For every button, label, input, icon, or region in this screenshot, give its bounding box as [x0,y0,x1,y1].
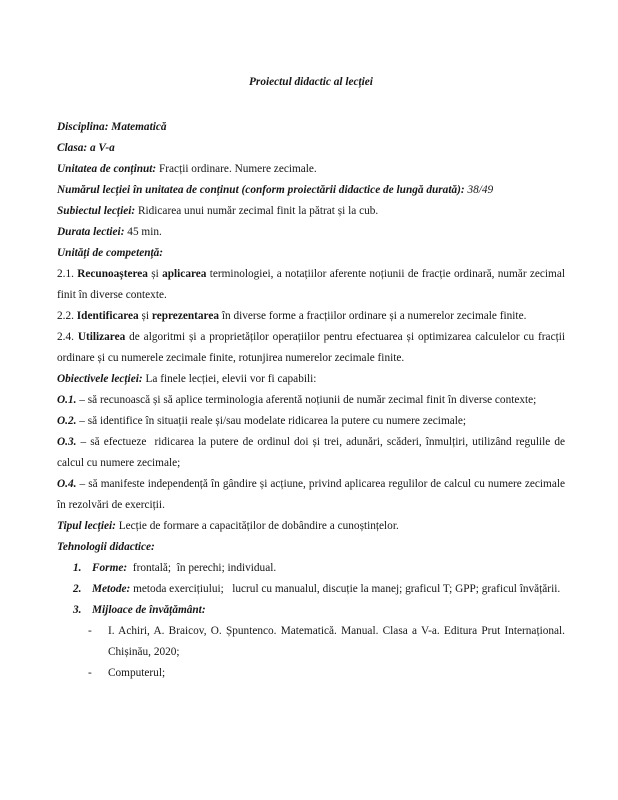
page-title: Proiectul didactic al lecției [249,76,373,88]
text-run: metoda exercițiului; lucrul cu manualul, discuție la manej; graficul T; GPP; graficul învățării. [130,583,561,595]
text-run: Mijloace de învățământ: [92,604,206,616]
text-run: – să efectueze ridicarea la putere de ordinul doi și trei, adunări, scăderi, înmulțiri, utilizând regulile de calcul cu numere zecimale; [57,436,565,469]
text-run: în diverse forme a fracțiilor ordinare și a numerelor zecimale finite. [219,310,527,322]
text-run: Forme: [92,562,128,574]
text-run: O.1. [57,394,77,406]
text-run: Tipul lecției: [57,520,116,532]
paragraph-clasa [57,138,565,159]
paragraph-subiectul-lectiei [57,201,565,222]
text-run: Obiectivele lecției: [57,373,143,385]
text-run: La finele lecției, elevii vor fi capabili: [142,373,317,385]
text-run: și [138,310,152,322]
text-run: 2.1. [57,268,78,280]
text-run: O.2. [57,415,77,427]
document-body [57,117,565,684]
list-item-mijloace [57,600,565,621]
list-item-computerul [57,663,565,684]
paragraph-numarul-lectiei [57,180,565,201]
paragraph-tipul-lectiei [57,516,565,537]
text-run: terminologiei, a notațiilor aferente noțiunii de fracție ordinară, număr zecimal finit în diverse contexte. [57,268,565,301]
list-item-metode [57,579,565,600]
text-run: O.3. [57,436,77,448]
text-run: Clasa: a V-a [57,142,115,154]
text-run: Tehnologii didactice: [57,541,155,553]
text-run: aplicarea [162,268,207,280]
text-run: Durata lectiei: [57,226,125,238]
list-marker: - [88,667,92,679]
list-marker: 3. [73,604,82,616]
text-run: de algoritmi și a proprietăților operațiilor pentru efectuarea și optimizarea calculelor cu fracții ordinare și cu numerele zecimale finite, rotunjirea numerelor zecimale finite. [57,331,565,364]
text-run: 2.2. [57,310,77,322]
paragraph-unitatea-de-continut [57,159,565,180]
text-run: 45 min. [124,226,162,238]
paragraph-obiectiv-o3 [57,432,565,474]
list-marker: 1. [73,562,82,574]
text-run: Lecție de formare a capacităților de dobândire a cunoștințelor. [115,520,399,532]
text-run: reprezentarea [151,310,220,322]
text-run: O.4. [57,478,77,490]
paragraph-durata-lectiei [57,222,565,243]
list-item-forme [57,558,565,579]
paragraph-disciplina [57,117,565,138]
text-run: și [147,268,163,280]
text-run: Ridicarea unui număr zecimal finit la pătrat și la cub. [135,205,379,217]
paragraph-obiectiv-o2 [57,411,565,432]
paragraph-competenta-2-2 [57,306,565,327]
paragraph-obiectiv-o4 [57,474,565,516]
list-marker: - [88,625,92,637]
list-marker: 2. [73,583,82,595]
paragraph-competenta-2-1 [57,264,565,306]
text-run: 2.4. [57,331,78,343]
text-run: – să identifice în situații reale și/sau modelate ridicarea la putere cu numere zecimale; [76,415,467,427]
text-run: I. Achiri, A. Braicov, O. Șpuntenco. Matematică. Manual. Clasa a V-a. Editura Prut Internațional. Chișinău, 2020; [108,625,565,658]
text-run: Unități de competență: [57,247,164,259]
paragraph-obiectivele-lectiei [57,369,565,390]
paragraph-competenta-2-4 [57,327,565,369]
text-run: frontală; în perechi; individual. [127,562,277,574]
text-run: – să manifeste independență în gândire și acțiune, privind aplicarea regulilor de calcul cu numere zecimale în rezolvări de exerciții. [57,478,565,511]
text-run: Subiectul lecției: [57,205,136,217]
text-run: 38/49 [464,184,494,196]
text-run: Utilizarea [77,331,126,343]
text-run: Fracții ordinare. Numere zecimale. [156,163,317,175]
text-run: Disciplina: Matematică [57,121,167,133]
list-item-manual [57,621,565,663]
text-run: Unitatea de conținut: [57,163,157,175]
text-run: Metode: [92,583,131,595]
text-run: – să recunoască și să aplice terminologia aferentă noțiunii de număr zecimal finit în diverse contexte; [76,394,537,406]
text-run: Numărul lecției în unitatea de conținut (conform proiectării didactice de lungă durată): [57,184,465,196]
text-run: Recunoașterea [77,268,148,280]
paragraph-obiectiv-o1 [57,390,565,411]
text-run: Identificarea [76,310,139,322]
paragraph-tehnologii-didactice [57,537,565,558]
paragraph-unitati-de-competenta [57,243,565,264]
text-run: Computerul; [108,667,166,679]
